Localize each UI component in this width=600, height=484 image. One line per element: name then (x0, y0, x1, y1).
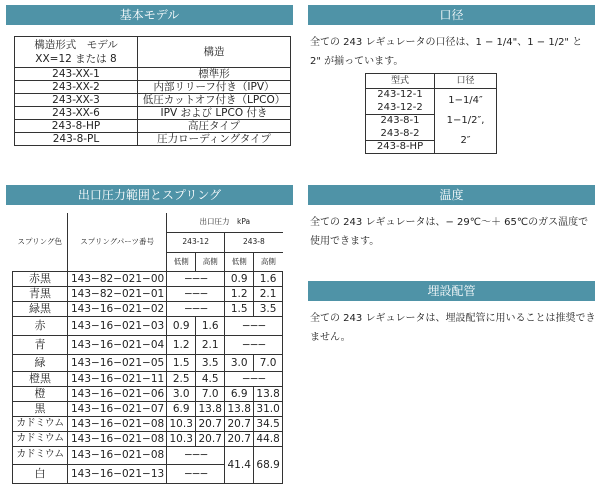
low-8-cell: 20.7 (225, 416, 254, 431)
model-243-12-header: 243-12 (167, 232, 225, 252)
low-12-cell: 6.9 (167, 401, 196, 416)
high-side-header-8: 高側 (254, 252, 283, 271)
part-number-header: スプリングパーツ番号 (68, 213, 167, 271)
low-12-cell: 2.5 (167, 371, 196, 386)
dash-cell: −−− (167, 301, 225, 316)
low-8-cell: 13.8 (225, 401, 254, 416)
outlet-pressure-kpa-header: 出口圧力 kPa (167, 213, 283, 232)
spring-color-cell: 白 (13, 464, 68, 483)
bore-header: 口径 (308, 5, 595, 25)
spring-color-cell: 黒 (13, 401, 68, 416)
low-12-cell: 3.0 (167, 386, 196, 401)
table-row (15, 133, 291, 146)
low-side-header-12: 低側 (167, 252, 196, 271)
bore-model-cell: 243-8-1 (366, 115, 435, 128)
table-row (15, 81, 291, 94)
bore-size: 1−1/4″ (448, 95, 483, 106)
table-row (13, 316, 283, 335)
low-8-cell: 3.0 (225, 354, 254, 371)
dash-cell: −−− (225, 335, 283, 354)
high-8-cell: 68.9 (254, 446, 283, 483)
part-number-cell: 143−82−021−00 (68, 271, 167, 286)
low-8-cell: 6.9 (225, 386, 254, 401)
high-8-cell: 34.5 (254, 416, 283, 431)
structure-cell: 低圧カットオフ付き（LPCO） (138, 94, 291, 107)
spring-color-cell: 赤 (13, 316, 68, 335)
part-number-cell: 143−16−021−13 (68, 464, 167, 483)
table-row (13, 286, 283, 301)
high-8-cell: 13.8 (254, 386, 283, 401)
spring-color-cell: 橙黒 (13, 371, 68, 386)
table-row (13, 446, 283, 464)
table-row (13, 301, 283, 316)
low-8-cell: 1.5 (225, 301, 254, 316)
model-cell: 243-XX-2 (15, 81, 138, 94)
spring-color-cell: カドミウム (13, 416, 68, 431)
high-12-cell: 3.5 (196, 354, 225, 371)
part-number-cell: 143−16−021−03 (68, 316, 167, 335)
part-number-cell: 143−16−021−04 (68, 335, 167, 354)
spring-color-cell: カドミウム (13, 446, 68, 464)
table-row (15, 94, 291, 107)
high-12-cell: 13.8 (196, 401, 225, 416)
low-12-cell: 1.5 (167, 354, 196, 371)
model-header-line2: XX=12 または 8 (35, 53, 117, 65)
basic-model-table (14, 36, 291, 146)
high-8-cell: 3.5 (254, 301, 283, 316)
high-12-cell: 4.5 (196, 371, 225, 386)
low-12-cell: 0.9 (167, 316, 196, 335)
spring-color-cell: 青黒 (13, 286, 68, 301)
structure-cell: 内部リリーフ付き（IPV） (138, 81, 291, 94)
low-12-cell: 10.3 (167, 416, 196, 431)
high-8-cell: 1.6 (254, 271, 283, 286)
low-8-cell: 0.9 (225, 271, 254, 286)
table-row (13, 416, 283, 431)
structure-cell: 標準形 (138, 68, 291, 81)
high-8-cell: 44.8 (254, 431, 283, 446)
high-8-cell: 2.1 (254, 286, 283, 301)
outlet-pressure-header: 出口圧力範囲とスプリング (6, 185, 293, 205)
bore-table (365, 73, 497, 154)
high-12-cell: 2.1 (196, 335, 225, 354)
temperature-description: 全ての 243 レギュレータは、− 29℃〜＋ 65℃のガス温度で使用できます。 (310, 217, 589, 247)
low-12-cell: 10.3 (167, 431, 196, 446)
outlet-pressure-table (12, 213, 283, 484)
dash-cell: −−− (167, 464, 225, 483)
part-number-cell: 143−16−021−07 (68, 401, 167, 416)
structure-cell: IPV および LPCO 付き (138, 107, 291, 120)
model-cell: 243-8-HP (15, 120, 138, 133)
temperature-header: 温度 (308, 185, 595, 205)
spring-color-cell: 緑黒 (13, 301, 68, 316)
table-row (13, 271, 283, 286)
part-number-cell: 143−16−021−11 (68, 371, 167, 386)
high-side-header-12: 高側 (196, 252, 225, 271)
spring-color-header: スプリング色 (13, 213, 68, 271)
buried-piping-description: 全ての 243 レギュレータは、埋設配管に用いることは推奨できません。 (310, 313, 596, 343)
bore-model-header: 型式 (366, 74, 435, 89)
buried-piping-header: 埋設配管 (308, 281, 595, 301)
model-header-cell (15, 37, 138, 68)
part-number-cell: 143−16−021−06 (68, 386, 167, 401)
table-row (13, 354, 283, 371)
low-8-cell: 20.7 (225, 431, 254, 446)
low-side-header-8: 低側 (225, 252, 254, 271)
bore-size-header: 口径 (435, 74, 497, 89)
bore-size-cell (435, 89, 497, 154)
table-row (13, 431, 283, 446)
part-number-cell: 143−16−021−08 (68, 416, 167, 431)
structure-cell: 高圧タイプ (138, 120, 291, 133)
table-row (15, 120, 291, 133)
dash-cell: −−− (167, 271, 225, 286)
dash-cell: −−− (167, 446, 225, 464)
high-8-cell: 7.0 (254, 354, 283, 371)
bore-model-cell: 243-8-2 (366, 128, 435, 141)
basic-model-header: 基本モデル (6, 5, 293, 25)
table-row (13, 335, 283, 354)
dash-cell: −−− (225, 371, 283, 386)
high-12-cell: 1.6 (196, 316, 225, 335)
high-8-cell: 31.0 (254, 401, 283, 416)
dash-cell: −−− (225, 316, 283, 335)
structure-header-cell: 構造 (138, 37, 291, 68)
spring-color-cell: 橙 (13, 386, 68, 401)
bore-size: 2″ (460, 135, 471, 146)
part-number-cell: 143−16−021−08 (68, 446, 167, 464)
bore-model-cell: 243-8-HP (366, 141, 435, 154)
part-number-cell: 143−16−021−08 (68, 431, 167, 446)
model-cell: 243-XX-6 (15, 107, 138, 120)
bore-description: 全ての 243 レギュレータの口径は、1 − 1/4"、1 − 1/2" と 2" が揃っています。 (310, 37, 583, 67)
high-12-cell: 20.7 (196, 431, 225, 446)
model-header-line1: 構造形式 モデル (34, 39, 118, 51)
table-row (15, 68, 291, 81)
low-12-cell: 1.2 (167, 335, 196, 354)
low-8-cell: 1.2 (225, 286, 254, 301)
table-row (13, 401, 283, 416)
model-cell: 243-8-PL (15, 133, 138, 146)
spring-color-cell: 赤黒 (13, 271, 68, 286)
table-row (366, 89, 497, 102)
part-number-cell: 143−82−021−01 (68, 286, 167, 301)
bore-model-cell: 243-12-2 (366, 102, 435, 115)
spring-color-cell: 青 (13, 335, 68, 354)
part-number-cell: 143−16−021−02 (68, 301, 167, 316)
table-row (13, 386, 283, 401)
structure-cell: 圧力ローディングタイプ (138, 133, 291, 146)
high-12-cell: 20.7 (196, 416, 225, 431)
model-243-8-header: 243-8 (225, 232, 283, 252)
model-cell: 243-XX-1 (15, 68, 138, 81)
table-row (13, 371, 283, 386)
bore-model-cell: 243-12-1 (366, 89, 435, 102)
bore-size: 1−1/2″, (446, 115, 485, 126)
model-cell: 243-XX-3 (15, 94, 138, 107)
low-8-cell: 41.4 (225, 446, 254, 483)
dash-cell: −−− (167, 286, 225, 301)
table-row (15, 107, 291, 120)
spring-color-cell: カドミウム (13, 431, 68, 446)
high-12-cell: 7.0 (196, 386, 225, 401)
part-number-cell: 143−16−021−05 (68, 354, 167, 371)
spring-color-cell: 緑 (13, 354, 68, 371)
